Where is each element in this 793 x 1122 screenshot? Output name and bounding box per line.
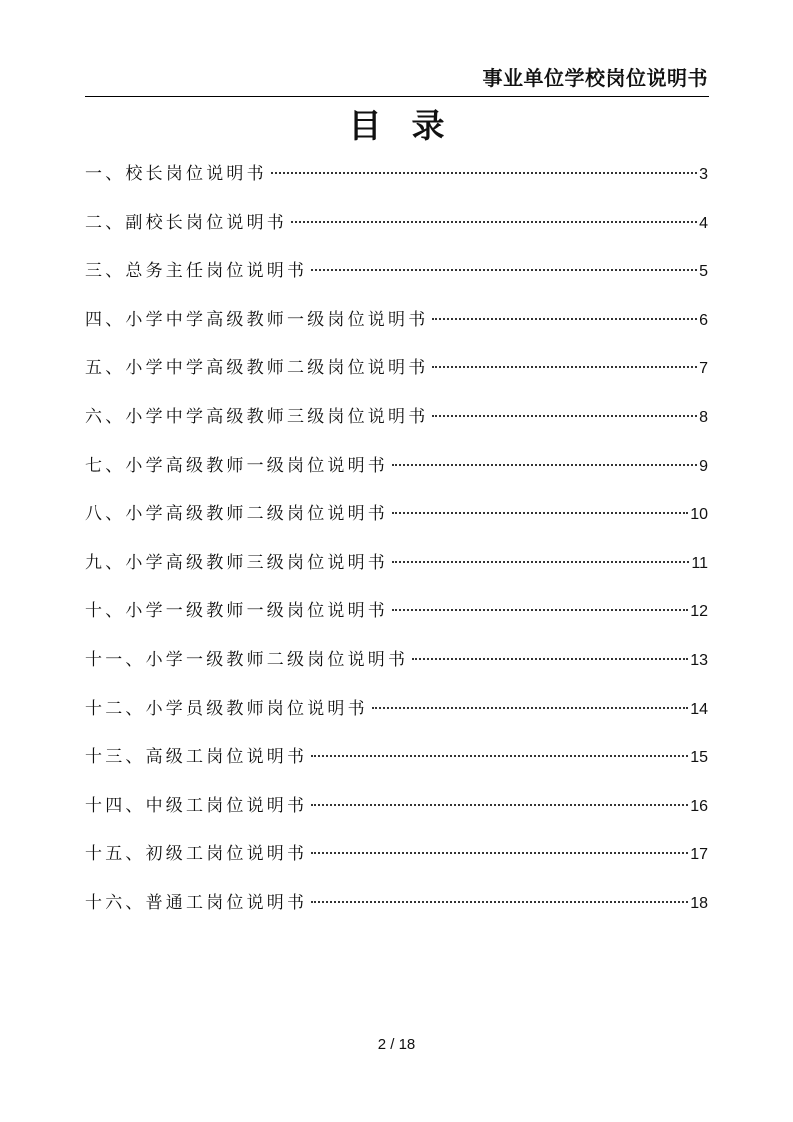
toc-entry-label: 二、副校长岗位说明书: [85, 212, 287, 233]
toc-entry-page: 16: [690, 797, 708, 815]
toc-entry-label: 一、校长岗位说明书: [85, 164, 267, 184]
toc-entry-label: 八、小学高级教师二级岗位说明书: [85, 504, 388, 525]
toc-entry-page: 18: [690, 894, 708, 912]
dot-leader: [432, 415, 697, 417]
toc-entry[interactable]: [85, 685, 708, 734]
toc-entry[interactable]: [85, 344, 708, 393]
toc-entry-label: 十一、小学一级教师二级岗位说明书: [85, 649, 409, 670]
toc-entry-label: 七、小学高级教师一级岗位说明书: [85, 455, 388, 476]
toc-entry-page: 15: [690, 749, 708, 767]
header-divider: [85, 96, 709, 97]
toc-entry-label: 四、小学中学高级教师一级岗位说明书: [85, 309, 429, 330]
toc-entry[interactable]: [85, 830, 708, 879]
toc-entry-page: 13: [690, 651, 708, 669]
toc-entry-page: 9: [699, 457, 708, 475]
dot-leader: [392, 609, 688, 611]
toc-entry-page: 5: [699, 263, 708, 281]
toc-entry[interactable]: [85, 199, 708, 248]
toc-entry[interactable]: [85, 636, 708, 685]
toc-entry[interactable]: [85, 733, 708, 782]
toc-entry-page: 12: [690, 603, 708, 621]
toc-entry-label: 十四、中级工岗位说明书: [85, 795, 308, 816]
toc-entry-page: 14: [690, 700, 708, 718]
toc-entry-page: 8: [699, 408, 708, 426]
toc-entry-page: 10: [690, 506, 708, 524]
toc-entry[interactable]: [85, 782, 708, 831]
toc-entry[interactable]: [85, 539, 708, 588]
dot-leader: [311, 804, 688, 806]
toc-entry[interactable]: [85, 587, 708, 636]
toc-entry[interactable]: [85, 296, 708, 345]
toc-entry-label: 三、总务主任岗位说明书: [85, 261, 308, 282]
dot-leader: [432, 366, 697, 368]
toc-entry-page: 4: [699, 214, 708, 232]
dot-leader: [311, 755, 688, 757]
toc-entry-label: 六、小学中学高级教师三级岗位说明书: [85, 406, 429, 427]
dot-leader: [311, 901, 688, 903]
dot-leader: [432, 318, 697, 320]
toc-entry-page: 3: [699, 166, 708, 183]
dot-leader: [271, 172, 697, 174]
page-indicator: 2 / 18: [377, 1036, 416, 1053]
dot-leader: [392, 464, 697, 466]
toc-entry-page: 6: [699, 311, 708, 329]
toc-entry[interactable]: [85, 393, 708, 442]
toc-entry[interactable]: [85, 247, 708, 296]
toc-entry[interactable]: [85, 150, 708, 199]
toc-entry-label: 十五、初级工岗位说明书: [85, 844, 308, 865]
dot-leader: [311, 852, 688, 854]
dot-leader: [372, 707, 688, 709]
toc-entry-label: 九、小学高级教师三级岗位说明书: [85, 552, 388, 573]
dot-leader: [311, 269, 697, 271]
toc-entry[interactable]: [85, 879, 708, 928]
toc-entry-label: 十、小学一级教师一级岗位说明书: [85, 601, 388, 622]
running-header-title: 事业单位学校岗位说明书: [482, 66, 708, 90]
dot-leader: [412, 658, 688, 660]
toc-entry[interactable]: [85, 490, 708, 539]
toc-entry-label: 十二、小学员级教师岗位说明书: [85, 698, 368, 719]
toc-entry-label: 十三、高级工岗位说明书: [85, 747, 308, 768]
dot-leader: [392, 561, 689, 563]
toc-title: 目录: [348, 106, 475, 145]
toc-entry-label: 五、小学中学高级教师二级岗位说明书: [85, 358, 429, 379]
dot-leader: [392, 512, 688, 514]
toc-entry-page: 17: [690, 846, 708, 864]
toc-entry-label: 十六、普通工岗位说明书: [85, 892, 308, 913]
dot-leader: [291, 221, 697, 223]
toc-list: [85, 150, 708, 928]
toc-entry[interactable]: [85, 442, 708, 491]
toc-entry-page: 7: [699, 360, 708, 378]
toc-entry-page: 11: [691, 554, 708, 572]
